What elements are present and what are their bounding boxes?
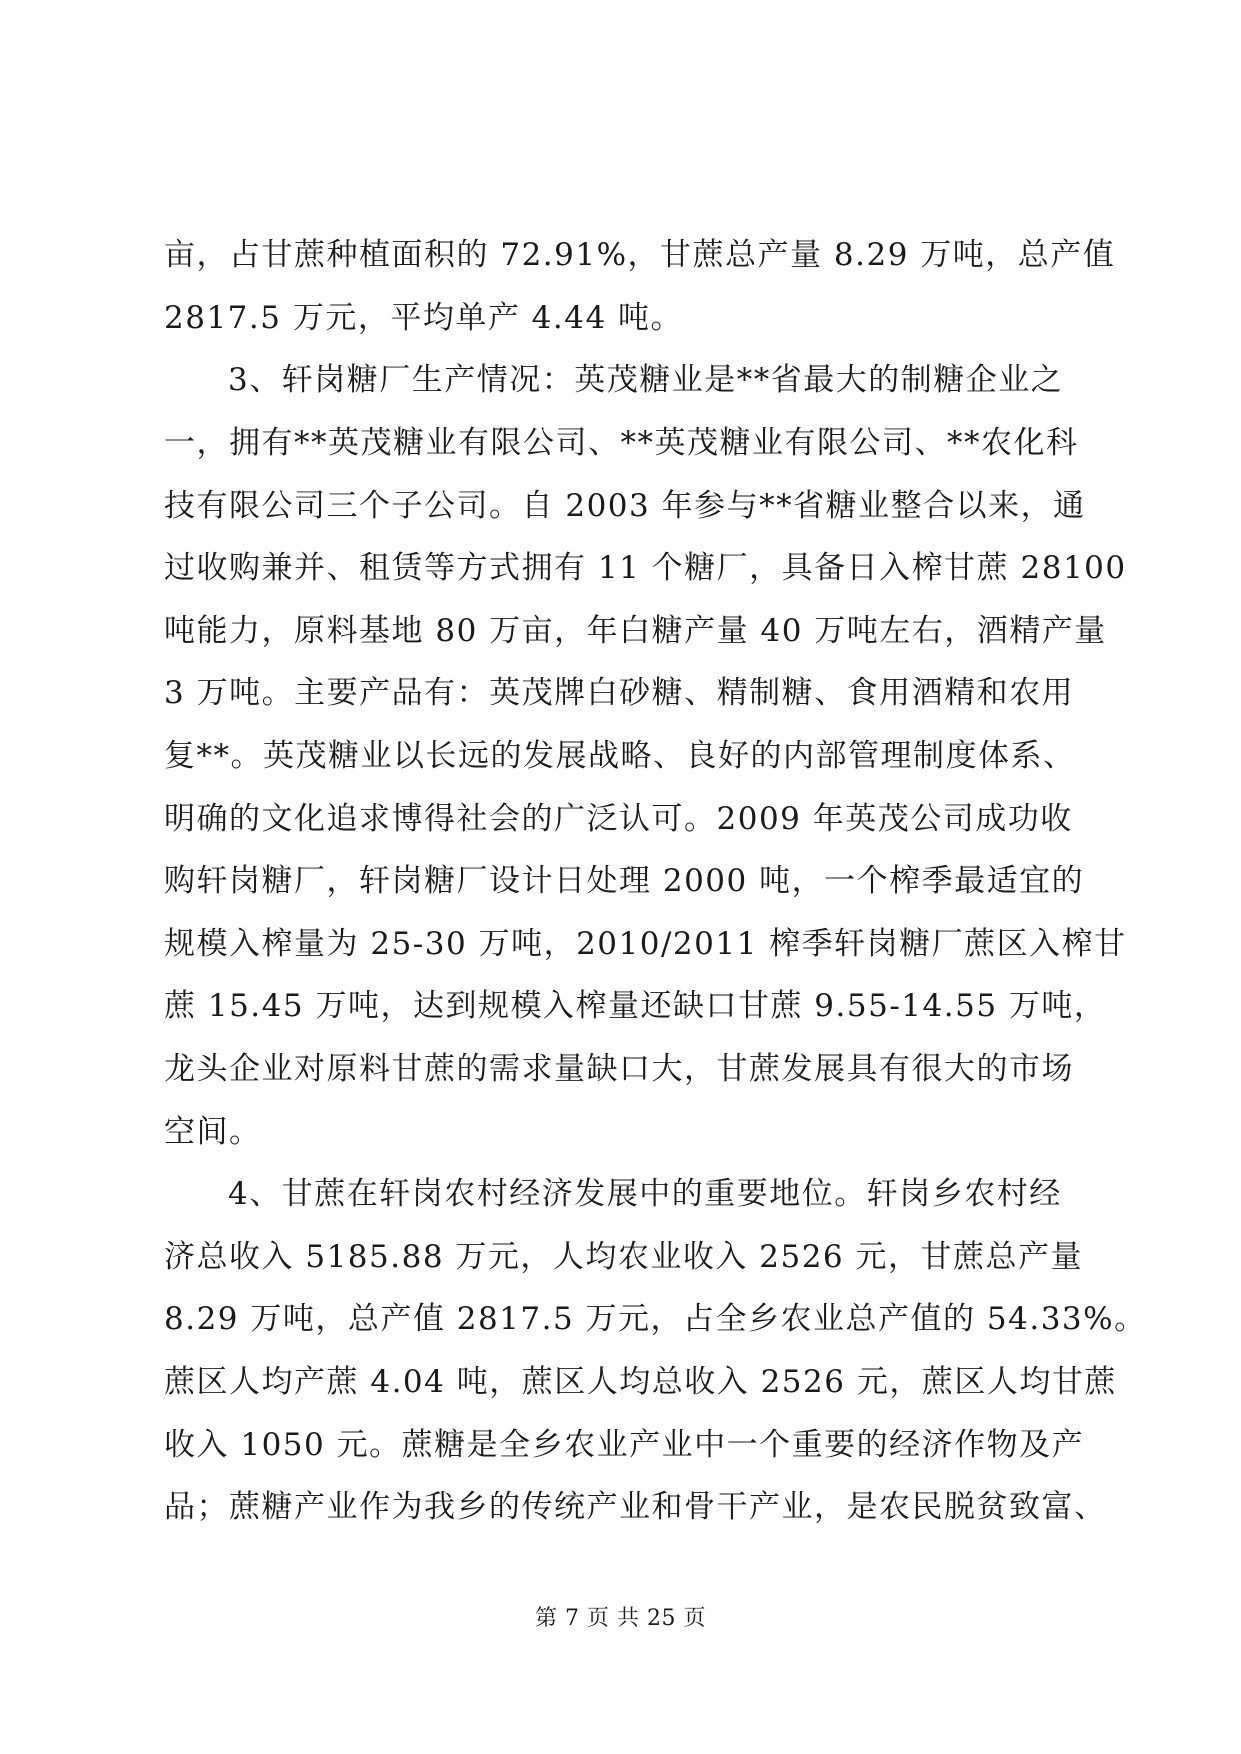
- text-line: 一，拥有**英茂糖业有限公司、**英茂糖业有限公司、**农化科: [164, 425, 1079, 461]
- text-line: 2817.5 万元，平均单产 4.44 吨。: [164, 300, 684, 336]
- paragraph-3-start: 3、轩岗糖厂生产情况：英茂糖业是**省最大的制糖企业之: [228, 362, 1064, 398]
- text-line: 购轩岗糖厂，轩岗糖厂设计日处理 2000 吨，一个榨季最适宜的: [164, 863, 1085, 899]
- paragraph-4-start: 4、甘蔗在轩岗农村经济发展中的重要地位。轩岗乡农村经: [228, 1176, 1062, 1212]
- text-line: 亩，占甘蔗种植面积的 72.91%，甘蔗总产量 8.29 万吨，总产值: [164, 237, 1116, 273]
- text-line: 品；蔗糖产业作为我乡的传统产业和骨干产业，是农民脱贫致富、: [164, 1489, 1107, 1525]
- text-line: 空间。: [164, 1114, 262, 1150]
- text-line: 收入 1050 元。蔗糖是全乡农业产业中一个重要的经济作物及产: [164, 1427, 1085, 1463]
- page-number-footer: 第 7 页 共 25 页: [535, 1606, 706, 1631]
- text-line: 吨能力，原料基地 80 万亩，年白糖产量 40 万吨左右，酒精产量: [164, 613, 1107, 649]
- text-line: 过收购兼并、租赁等方式拥有 11 个糖厂，具备日入榨甘蔗 28100: [164, 550, 1127, 586]
- text-line: 3 万吨。主要产品有：英茂牌白砂糖、精制糖、食用酒精和农用: [164, 675, 1075, 711]
- text-line: 济总收入 5185.88 万元，人均农业收入 2526 元，甘蔗总产量: [164, 1239, 1083, 1275]
- text-line: 规模入榨量为 25-30 万吨，2010/2011 榨季轩岗糖厂蔗区入榨甘: [164, 926, 1127, 962]
- text-line: 蔗区人均产蔗 4.04 吨，蔗区人均总收入 2526 元，蔗区人均甘蔗: [164, 1364, 1117, 1400]
- text-line: 蔗 15.45 万吨，达到规模入榨量还缺口甘蔗 9.55-14.55 万吨，: [164, 988, 1107, 1024]
- text-line: 8.29 万吨，总产值 2817.5 万元，占全乡农业总产值的 54.33%。: [164, 1301, 1147, 1337]
- text-line: 技有限公司三个子公司。自 2003 年参与**省糖业整合以来，通: [164, 488, 1086, 524]
- text-line: 明确的文化追求博得社会的广泛认可。2009 年英茂公司成功收: [164, 801, 1073, 837]
- text-line: 龙头企业对原料甘蔗的需求量缺口大，甘蔗发展具有很大的市场: [164, 1051, 1074, 1087]
- text-line: 复**。英茂糖业以长远的发展战略、良好的内部管理制度体系、: [164, 738, 1076, 774]
